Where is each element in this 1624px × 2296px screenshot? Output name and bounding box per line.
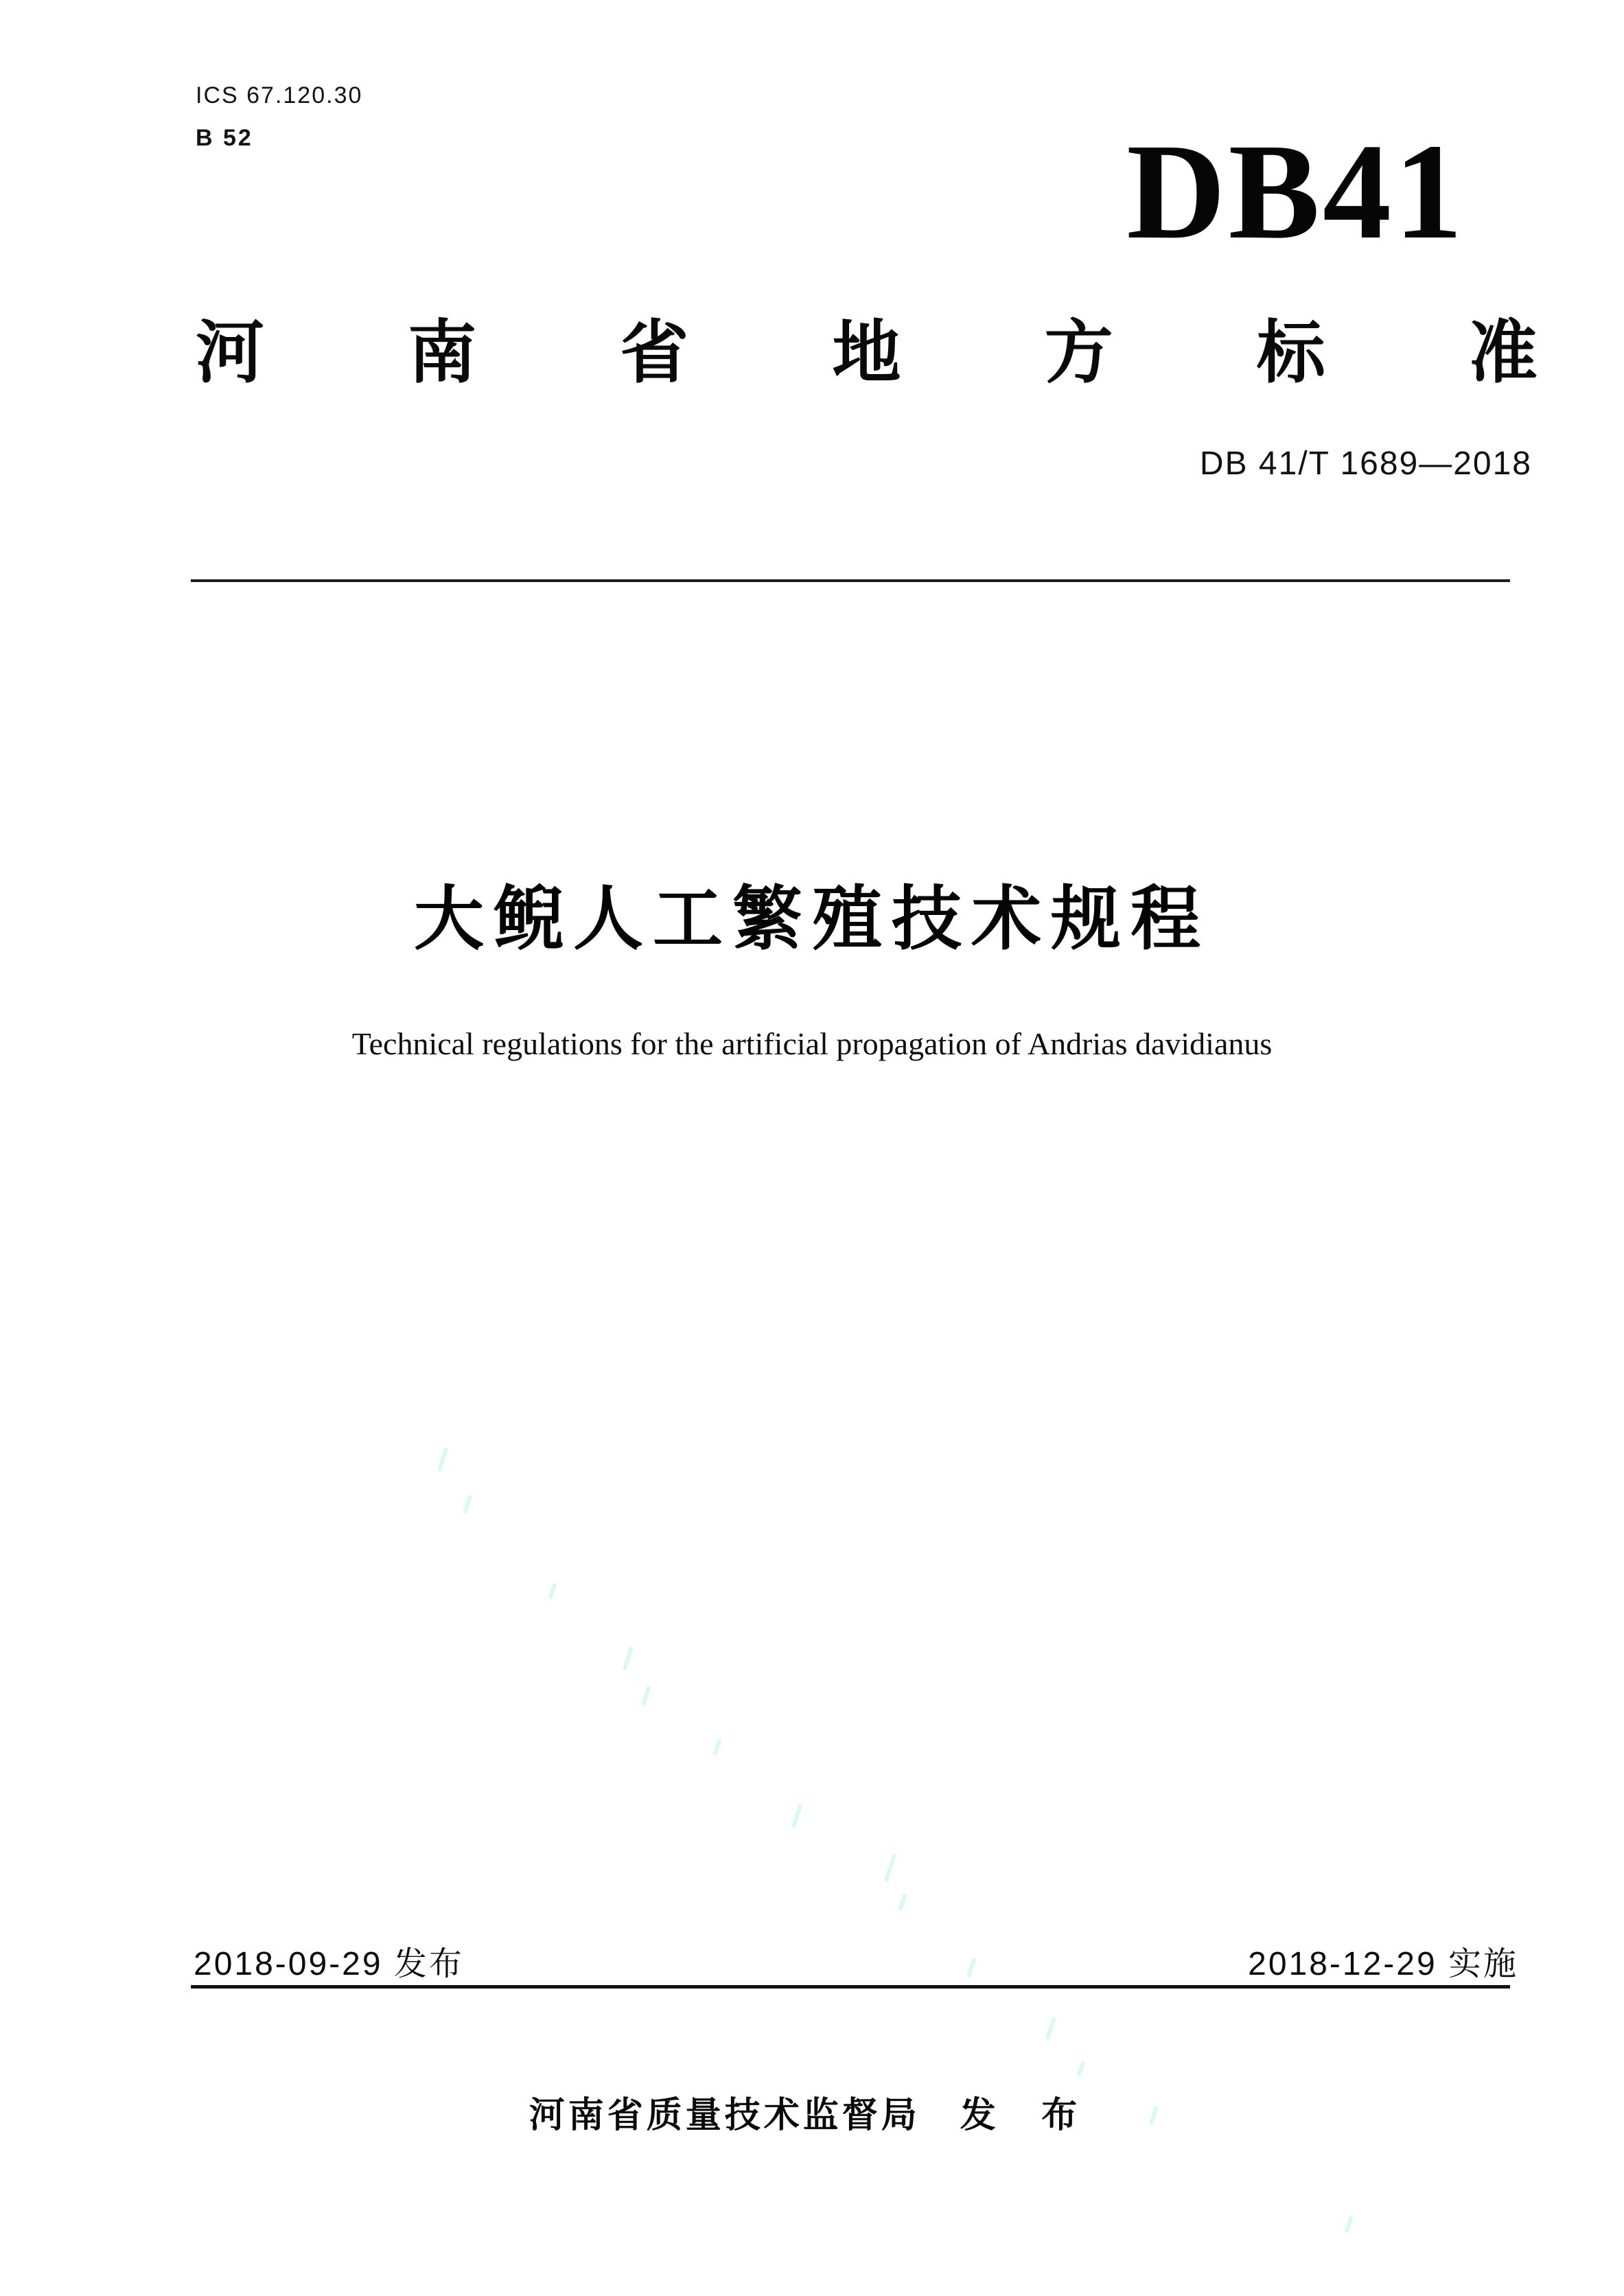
watermark-speck bbox=[1045, 2017, 1056, 2040]
standard-type-char: 河 bbox=[196, 314, 264, 391]
footer-divider-rule bbox=[191, 1985, 1510, 1988]
watermark-speck bbox=[1344, 2216, 1354, 2234]
watermark-speck bbox=[548, 1583, 557, 1600]
watermark-speck bbox=[623, 1646, 634, 1671]
db41-logo: DB41 bbox=[1126, 116, 1465, 268]
standard-type-char: 标 bbox=[1256, 314, 1325, 391]
standard-type-char: 方 bbox=[1044, 314, 1113, 391]
standard-number: DB 41/T 1689—2018 bbox=[1199, 445, 1532, 482]
watermark-speck bbox=[437, 1447, 449, 1472]
watermark-speck bbox=[791, 1804, 803, 1829]
standard-type-char: 地 bbox=[832, 314, 901, 391]
standard-type-header bbox=[196, 314, 1538, 391]
issuer-row bbox=[0, 2098, 1624, 2133]
document-title-cn: 大鲵人工繁殖技术规程 bbox=[414, 880, 1210, 958]
watermark-speck bbox=[898, 1893, 907, 1912]
watermark-speck bbox=[712, 1738, 722, 1756]
header-divider-rule bbox=[191, 579, 1510, 582]
dates-row bbox=[194, 1948, 1518, 1981]
watermark-speck bbox=[1076, 2061, 1085, 2078]
standard-type-char: 南 bbox=[408, 314, 477, 391]
watermark-speck bbox=[641, 1686, 651, 1706]
implementation-date: 2018-12-29 实施 bbox=[1248, 1946, 1518, 1982]
issuer-suffix-label: 发 布 bbox=[960, 2096, 1095, 2135]
watermark-speck bbox=[463, 1495, 472, 1514]
ics-code: ICS 67.120.30 bbox=[196, 82, 363, 108]
standard-type-char: 准 bbox=[1468, 314, 1538, 391]
issuer-name: 河南省质量技术监督局 bbox=[529, 2096, 920, 2135]
document-title-en: Technical regulations for the artificial propagation of Andrias davidianus bbox=[351, 1026, 1273, 1061]
classification-code: B 52 bbox=[196, 125, 253, 151]
watermark-speck bbox=[884, 1853, 897, 1882]
standard-type-char: 省 bbox=[620, 314, 689, 391]
issue-date: 2018-09-29 发布 bbox=[194, 1946, 464, 1982]
